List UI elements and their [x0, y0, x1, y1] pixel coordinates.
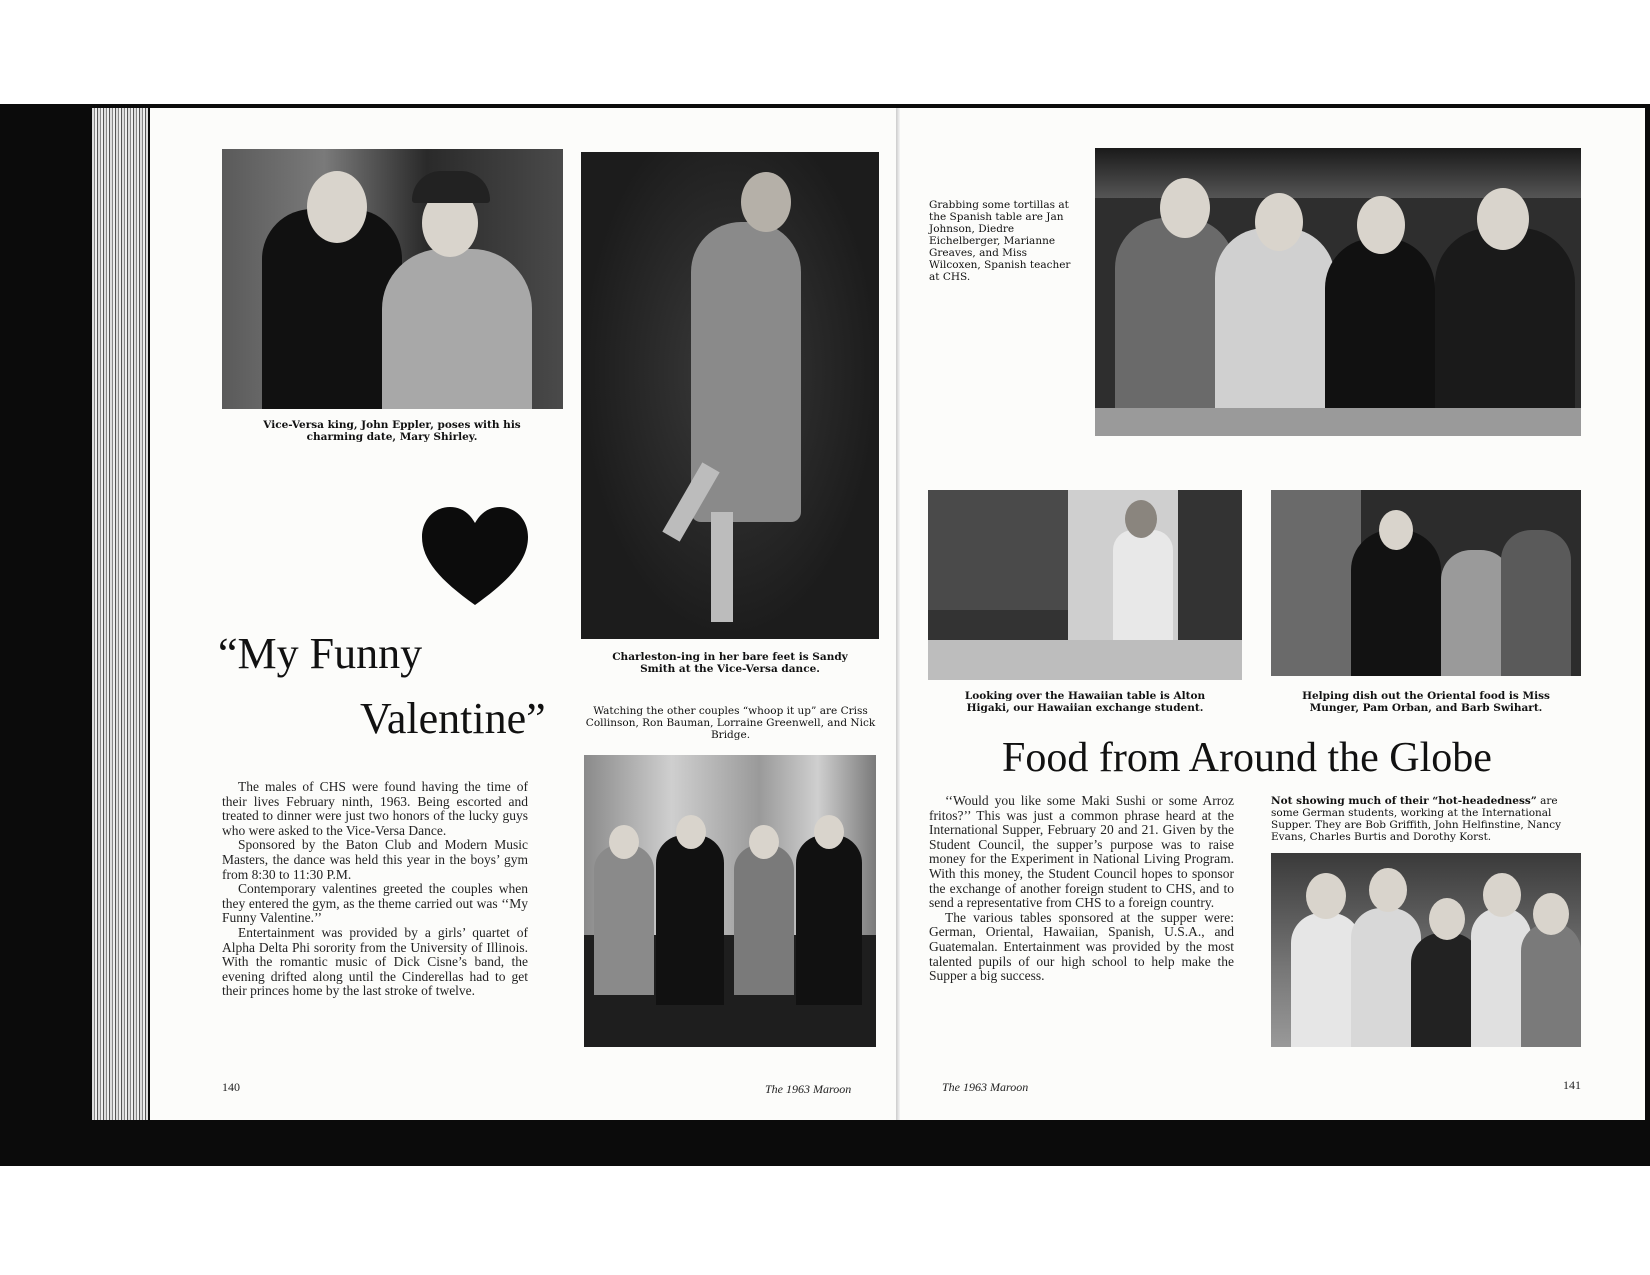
book-page-edges	[92, 108, 148, 1120]
photo-spanish-table	[1095, 148, 1581, 436]
caption-german-rest: are some German students, working at the International Supper. They are Bob Griffith, John Helfinstine, Nancy Evans, Charles Burtis and Dorothy Korst.	[1271, 795, 1562, 843]
page-number-left: 140	[222, 1080, 240, 1094]
page-title-right: Food from Around the Globe	[1002, 735, 1492, 781]
caption-tortillas: Grabbing some tortillas at the Spanish table are Jan Johnson, Diedre Eichelberger, Marianne Greaves, and Miss Wilcoxen, Spanish teacher at CHS.	[929, 199, 1071, 283]
left-article-body	[222, 780, 528, 999]
heart-icon	[420, 505, 530, 610]
page-number-right: 141	[1563, 1078, 1581, 1092]
right-article-body	[929, 794, 1234, 984]
photo-german-students	[1271, 853, 1581, 1047]
page-title-line1: “My Funny	[218, 629, 423, 678]
caption-german	[1271, 795, 1581, 843]
caption-oriental: Helping dish out the Oriental food is Miss Munger, Pam Orban, and Barb Swihart.	[1302, 690, 1550, 714]
caption-watching-text: Watching the other couples “whoop it up” are Criss Collinson, Ron Bauman, Lorraine Greenwell, and Nick Bridge.	[585, 705, 876, 741]
left-paragraph: The males of CHS were found having the time of their lives February ninth, 1963. Being escorted and treated to dinner were just two honors of the lucky guys who were asked to the Vice-Versa Dance.	[222, 779, 528, 838]
right-paragraph: ‘‘Would you like some Maki Sushi or some Arroz fritos?’’ This was just a common phrase heard at the International Supper, February 20 and 21. Given by the Student Council, the supper’s purpose was to raise money for the Experiment in National Living Program. With this money, the Student Council hopes to sponsor the exchange of another foreign student to CHS, and to send a representative from CHS to a foreign country.	[929, 793, 1234, 911]
photo-charleston	[581, 152, 879, 639]
left-paragraph: Sponsored by the Baton Club and Modern Music Masters, the dance was held this year in the boys’ gym from 8:30 to 11:30 P.M.	[222, 837, 528, 882]
photo-oriental-table	[1271, 490, 1581, 676]
photo-watching-couples	[584, 755, 876, 1047]
caption-watching	[583, 705, 878, 741]
right-paragraph: The various tables sponsored at the supper were: German, Oriental, Hawaiian, Spanish, U.S.A., and Guatemalan. Entertainment was provided by the most talented pupils of our high school to help make the Supper a big success.	[929, 909, 1234, 984]
caption-vice-versa-king: Vice-Versa king, John Eppler, poses with his charming date, Mary Shirley.	[263, 419, 521, 443]
photo-vice-versa-king	[222, 149, 563, 409]
page-title-line2: Valentine”	[360, 694, 546, 743]
caption-german-lead: Not showing much of their “hot-headedness”	[1271, 795, 1537, 807]
left-paragraph: Contemporary valentines greeted the couples when they entered the gym, as the theme carried out was ‘‘My Funny Valentine.’’	[222, 881, 528, 926]
footer-right: The 1963 Maroon	[942, 1080, 1029, 1094]
caption-hawaiian: Looking over the Hawaiian table is Alton Higaki, our Hawaiian exchange student.	[964, 690, 1206, 714]
left-paragraph: Entertainment was provided by a girls’ quartet of Alpha Delta Phi sorority from the University of Illinois. With the romantic music of Dick Cisne’s band, the evening drifted along until the Cinderellas had to get their princes home by the last stroke of twelve.	[222, 924, 528, 999]
footer-left: The 1963 Maroon	[765, 1082, 852, 1096]
photo-hawaiian-table	[928, 490, 1242, 680]
caption-charleston: Charleston-ing in her bare feet is Sandy Smith at the Vice-Versa dance.	[612, 651, 848, 675]
